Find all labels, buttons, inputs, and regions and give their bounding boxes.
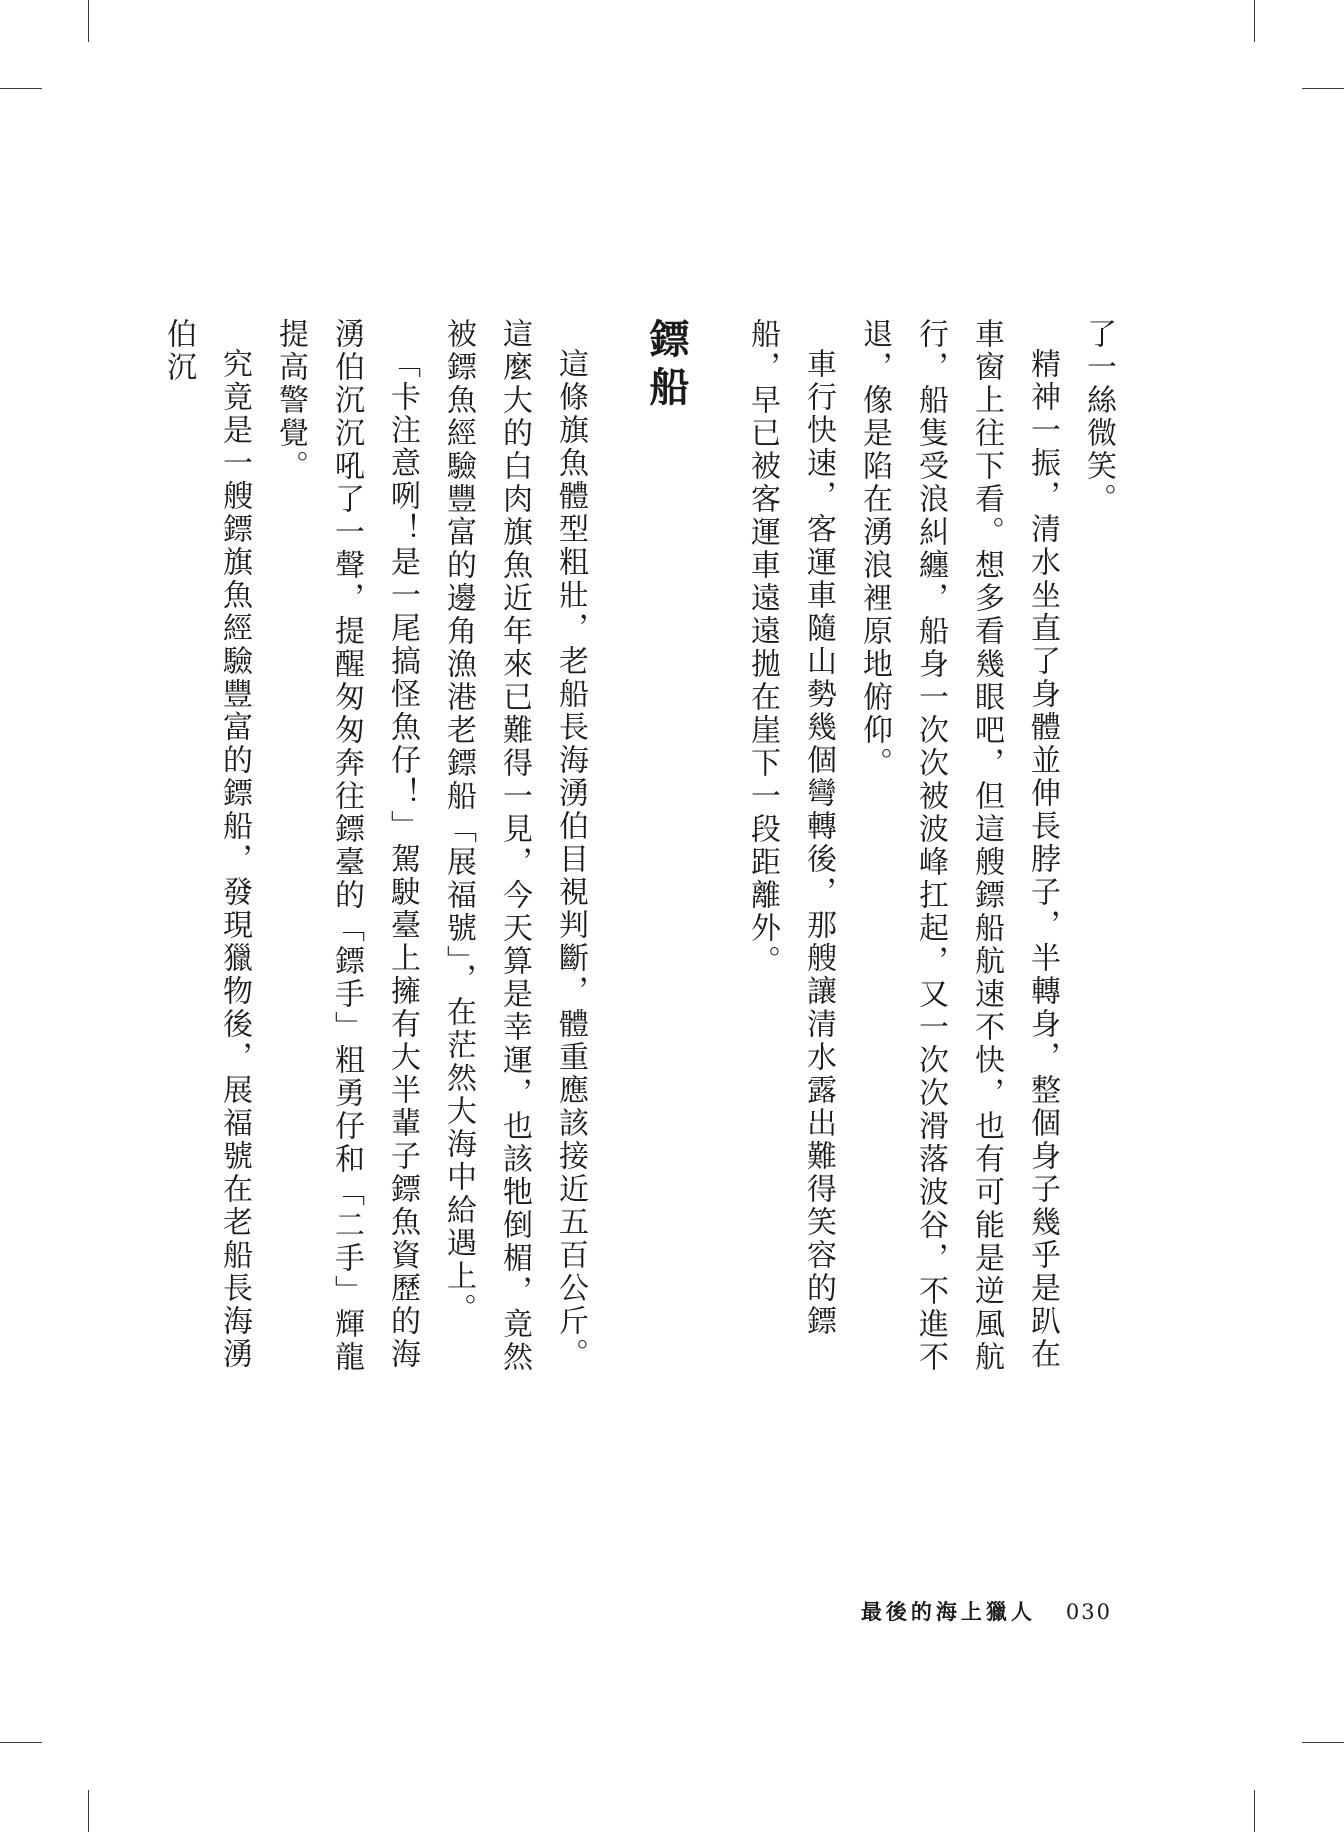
body-text bbox=[150, 318, 1126, 1398]
crop-mark-bottom-right-h bbox=[1302, 1742, 1344, 1743]
section-paragraph-1: 這條旗魚體型粗壯，老船長海湧伯目視判斷，體重應該接近五百公斤。這麼大的白肉旗魚近年來已難得一見，今天算是幸運，也該牠倒楣，竟然被鏢魚經驗豐富的邊角漁港老鏢船「展福號」，在茫然大海中給遇上。 bbox=[441, 318, 588, 1374]
page-number: 030 bbox=[1065, 1600, 1112, 1624]
paragraph-3: 車行快速，客運車隨山勢幾個彎轉後，那艘讓清水露出難得笑容的鏢船，早已被客運車遠遠拋在崖下一段距離外。 bbox=[745, 318, 836, 1338]
crop-mark-bottom-left-h bbox=[0, 1742, 42, 1743]
crop-mark-top-right-h bbox=[1302, 88, 1344, 89]
section-paragraph-3: 究竟是一艘鏢旗魚經驗豐富的鏢船，發現獵物後，展福號在老船長海湧伯沉 bbox=[161, 318, 252, 1371]
crop-mark-bottom-right bbox=[1254, 1790, 1255, 1832]
crop-mark-top-right bbox=[1254, 0, 1255, 42]
book-title: 最後的海上獵人 bbox=[860, 1600, 1036, 1624]
section-paragraph-2: 「卡注意咧！是一尾搞怪魚仔！」駕駛臺上擁有大半輩子鏢魚資歷的海湧伯沉沉吼了一聲，提醒匆匆奔往鏢臺的「鏢手」粗勇仔和「二手」輝龍提高警覺。 bbox=[273, 318, 420, 1374]
crop-mark-top-left-h bbox=[0, 88, 42, 89]
paragraph-2: 精神一振，清水坐直了身體並伸長脖子，半轉身，整個身子幾乎是趴在車窗上往下看。想多看幾眼吧，但這艘鏢船航速不快，也有可能是逆風航行，船隻受浪糾纏，船身一次次被波峰扛起，又一次次滑落波谷，不進不退，像是陷在湧浪裡原地俯仰。 bbox=[857, 318, 1060, 1374]
crop-mark-top-left bbox=[88, 0, 89, 42]
paragraph-1: 了一絲微笑。 bbox=[1081, 318, 1116, 516]
section-heading: 鏢船 bbox=[643, 318, 689, 414]
page-footer bbox=[861, 1596, 1112, 1626]
crop-mark-bottom-left bbox=[88, 1790, 89, 1832]
